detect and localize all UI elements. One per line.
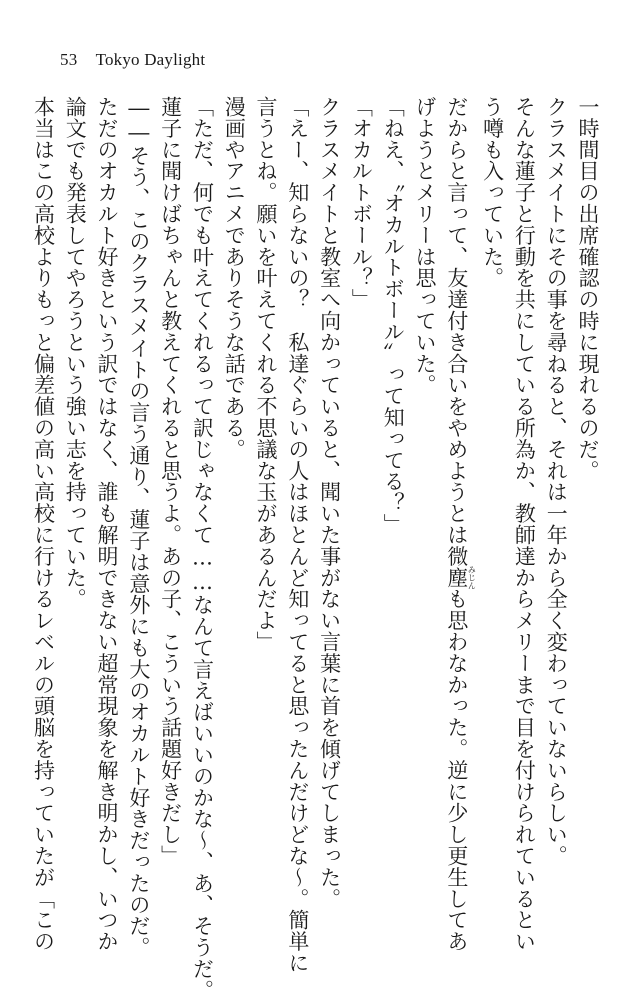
text-line-5-tail: も思わなかった。逆に少し更生してあ — [444, 588, 469, 953]
text-line-9: クラスメイトと教室へ向かっていると、聞いた事がない言葉に首を傾げてしまった。 — [317, 96, 342, 910]
text-line-1: 一時間目の出席確認の時に現れるのだ。 — [576, 96, 600, 482]
text-line-6: げようとメリーは思っていた。 — [413, 96, 438, 396]
text-line-8: 「オカルトボール？」 — [349, 96, 374, 310]
text-line-16: ただのオカルト好きという訳ではなく、誰も解明できない超常現象を解き明かし、いつか — [95, 96, 120, 952]
ruby-reading: みじん — [467, 565, 477, 590]
page-number: 53 — [60, 50, 78, 69]
text-line-2: クラスメイトにその事を尋ねると、それは一年から全く変わっていないらしい。 — [544, 96, 569, 867]
text-line-7: 「ねえ、〝オカルトボール〟って知ってる？」 — [381, 96, 406, 535]
ruby-base: 塵 — [444, 565, 469, 590]
text-line-11: 言うとね。願いを叶えてくれる不思議な玉があるんだよ」 — [254, 96, 279, 653]
text-line-3: そんな蓮子と行動を共にしている所為か、教師達からメリーまで目を付けられているとい — [512, 96, 537, 952]
book-title: Tokyo Daylight — [95, 50, 206, 69]
text-line-18: 本当はこの高校よりもっと偏差値の高い高校に行けるレベルの頭脳を持っていたが「この — [31, 96, 56, 952]
text-line-15: ――そう、このクラスメイトの言う通り、蓮子は意外にも大のオカルト好きだったのだ。 — [126, 96, 151, 958]
text-line-12: 漫画やアニメでありそうな話である。 — [222, 96, 247, 460]
page-header — [60, 50, 205, 70]
text-line-13: 「ただ、何でも叶えてくれるって訳じゃなくて……なんて言えばいいのかな～、あ、そうだ。 — [190, 96, 215, 1001]
body-text — [27, 96, 603, 1001]
text-line-10: 「えー、知らないの？ 私達ぐらいの人はほとんど知ってると思ったんだけどな～。簡単に — [285, 96, 310, 974]
text-line-14: 蓮子に聞けばちゃんと教えてくれると思うよ。あの子、こういう話題好きだし」 — [158, 96, 183, 867]
text-line-5-head: だからと言って、友達付き合いをやめようとは微 — [444, 96, 469, 567]
text-line-17: 論文でも発表してやろうという強い志を持っていた。 — [63, 96, 88, 610]
text-line-4: う噂も入っていた。 — [480, 96, 505, 289]
text-line-5 — [440, 96, 477, 953]
ruby-mijin — [444, 565, 477, 590]
